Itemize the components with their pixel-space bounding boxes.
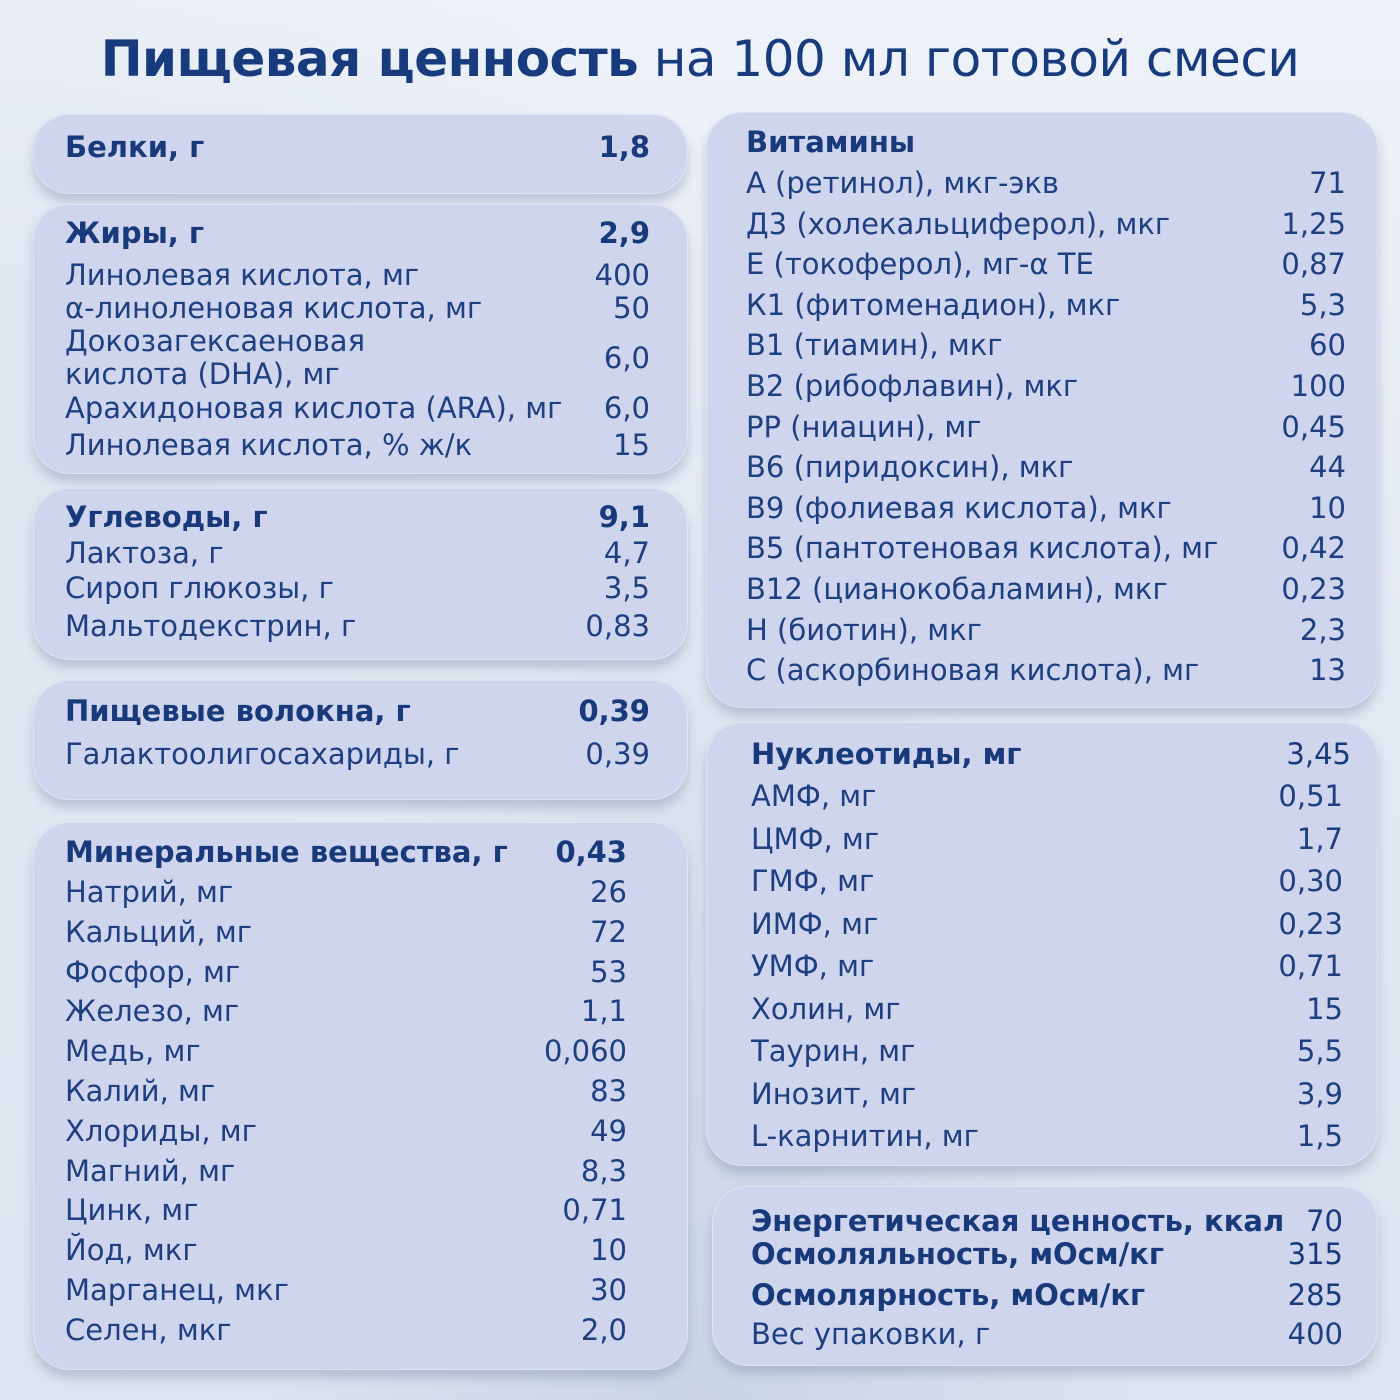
list-item xyxy=(751,779,1343,813)
list-item: Мальтодекстрин, г 0,83 xyxy=(65,609,650,643)
list-item-value: 0,23 xyxy=(1278,906,1343,941)
list-item xyxy=(65,875,627,909)
fiber-header: Пищевые волокна, г 0,39 xyxy=(65,694,650,728)
list-item xyxy=(746,166,1346,200)
list-item-value: 26 xyxy=(590,875,627,909)
list-item: Сироп глюкозы, г 3,5 xyxy=(65,571,650,605)
list-item-value: 0,51 xyxy=(1278,779,1343,813)
list-item-label: ЦМФ, мг xyxy=(751,821,880,856)
osmolality-row: Осмоляльность, мОсм/кг 315 xyxy=(751,1237,1343,1271)
list-item-value: 0,45 xyxy=(1281,409,1346,444)
list-item-value: 3,9 xyxy=(1296,1076,1343,1111)
list-item-value: 0,060 xyxy=(543,1034,627,1069)
list-item-value: 1,1 xyxy=(580,994,627,1029)
list-item-value: 44 xyxy=(1309,450,1346,485)
list-item-label: Фосфор, мг xyxy=(65,954,241,989)
list-item: Линолевая кислота, % ж/к 15 xyxy=(65,428,650,462)
list-item xyxy=(746,450,1346,484)
list-item-label: ГМФ, мг xyxy=(751,864,875,898)
energy-row: Энергетическая ценность, ккал 70 xyxy=(751,1204,1343,1238)
list-item-label: В5 (пантотеновая кислота), мг xyxy=(746,531,1219,566)
list-item-value: 0,71 xyxy=(1278,949,1343,983)
list-item xyxy=(65,1273,627,1307)
list-item-label: Йод, мкг xyxy=(65,1233,198,1268)
list-item xyxy=(65,1233,627,1267)
proteins-value: 1,8 xyxy=(598,130,650,164)
list-item xyxy=(746,328,1346,362)
list-item-label: Селен, мкг xyxy=(65,1312,232,1347)
list-item-value: 60 xyxy=(1309,328,1346,363)
list-item xyxy=(65,1074,627,1108)
list-item-label: Железо, мг xyxy=(65,994,240,1029)
list-item-value: 100 xyxy=(1290,369,1346,403)
list-item: Галактоолигосахариды, г 0,39 xyxy=(65,737,650,771)
list-item-label: Инозит, мг xyxy=(751,1076,917,1111)
list-item xyxy=(746,613,1346,647)
list-item-value: 10 xyxy=(590,1233,627,1268)
list-item-multiline: Докозагексаеновая кислота (DHA), мг 6,0 xyxy=(65,324,650,391)
list-item xyxy=(746,369,1346,403)
fats-label: Жиры, г xyxy=(65,216,205,250)
list-item-label: Магний, мг xyxy=(65,1153,236,1188)
list-item xyxy=(746,207,1346,241)
list-item xyxy=(746,572,1346,606)
list-item-value: 0,71 xyxy=(562,1193,627,1228)
list-item-label: Цинк, мг xyxy=(65,1193,199,1228)
list-item-value: 71 xyxy=(1309,166,1346,200)
list-item xyxy=(65,1193,627,1227)
list-item-value: 72 xyxy=(590,914,627,949)
list-item-label: В12 (цианокобаламин), мкг xyxy=(746,572,1168,606)
list-item-label: С (аскорбиновая кислота), мг xyxy=(746,653,1200,688)
list-item-label: Е (токоферол), мг-α ТЕ xyxy=(746,247,1094,282)
list-item: Арахидоновая кислота (ARA), мг 6,0 xyxy=(65,391,650,425)
nucleotides-header: Нуклеотиды, мг 3,45 xyxy=(751,737,1351,771)
list-item-value: 0,42 xyxy=(1281,531,1346,566)
list-item-label: ИМФ, мг xyxy=(751,906,879,941)
list-item xyxy=(65,1313,627,1347)
list-item-value: 2,3 xyxy=(1299,612,1346,647)
proteins-row xyxy=(65,130,650,164)
list-item-label: Хлориды, мг xyxy=(65,1113,257,1148)
list-item xyxy=(746,288,1346,322)
list-item xyxy=(746,491,1346,525)
title-bold: Пищевая ценность xyxy=(100,30,639,88)
list-item xyxy=(746,531,1346,565)
list-item-label: В1 (тиамин), мкг xyxy=(746,328,1003,363)
list-item-value: 1,7 xyxy=(1296,821,1343,856)
list-item xyxy=(751,1077,1343,1111)
list-item xyxy=(751,949,1343,983)
list-item xyxy=(751,1119,1343,1153)
fats-value: 2,9 xyxy=(598,216,650,250)
page-title xyxy=(0,30,1400,88)
list-item-value: 8,3 xyxy=(580,1153,627,1188)
list-item-value: 83 xyxy=(590,1074,627,1108)
list-item-label: Холин, мг xyxy=(751,991,901,1026)
list-item-value: 10 xyxy=(1309,490,1346,525)
list-item xyxy=(751,864,1343,898)
list-item xyxy=(751,992,1343,1026)
list-item-value: 0,30 xyxy=(1278,864,1343,898)
list-item-label: РР (ниацин), мг xyxy=(746,409,982,444)
list-item-label: Докозагексаеновая кислота (DHA), мг xyxy=(65,324,366,391)
list-item-label: АМФ, мг xyxy=(751,779,877,813)
vitamins-header: Витамины xyxy=(746,125,916,159)
minerals-header: Минеральные вещества, г 0,43 xyxy=(65,835,627,869)
list-item: α-линоленовая кислота, мг 50 xyxy=(65,291,650,325)
list-item-label: В9 (фолиевая кислота), мкг xyxy=(746,490,1172,525)
list-item xyxy=(65,994,627,1028)
list-item-label: В2 (рибофлавин), мкг xyxy=(746,369,1079,403)
list-item-label: Калий, мг xyxy=(65,1074,216,1108)
list-item-label: Таурин, мг xyxy=(751,1034,916,1068)
list-item-value: 53 xyxy=(590,954,627,989)
list-item-label: Н (биотин), мкг xyxy=(746,612,982,647)
list-item-label: А (ретинол), мкг-экв xyxy=(746,166,1059,200)
list-item-label: Натрий, мг xyxy=(65,875,234,909)
list-item xyxy=(65,955,627,989)
osmolarity-row: Осмолярность, мОсм/кг 285 xyxy=(751,1278,1343,1312)
list-item xyxy=(746,653,1346,687)
list-item-label: L-карнитин, мг xyxy=(751,1119,979,1153)
fats-header xyxy=(65,216,650,250)
list-item-label: Кальций, мг xyxy=(65,914,252,949)
list-item-value: 13 xyxy=(1309,653,1346,688)
list-item xyxy=(751,907,1343,941)
list-item-value: 5,3 xyxy=(1299,287,1346,322)
list-item xyxy=(751,1034,1343,1068)
list-item-label: УМФ, мг xyxy=(751,949,875,983)
list-item-value: 30 xyxy=(590,1273,627,1307)
list-item-label: Д3 (холекальциферол), мкг xyxy=(746,206,1171,241)
list-item-value: 1,5 xyxy=(1296,1119,1343,1153)
list-item-value: 5,5 xyxy=(1296,1034,1343,1068)
list-item-value: 1,25 xyxy=(1281,206,1346,241)
list-item-label: К1 (фитоменадион), мкг xyxy=(746,287,1121,322)
list-item-label: Марганец, мкг xyxy=(65,1273,289,1307)
list-item xyxy=(746,410,1346,444)
list-item xyxy=(65,1114,627,1148)
proteins-label: Белки, г xyxy=(65,130,205,164)
list-item: Лактоза, г 4,7 xyxy=(65,536,650,570)
list-item xyxy=(65,1154,627,1188)
list-item-label: Медь, мг xyxy=(65,1034,201,1069)
package-weight-row: Вес упаковки, г 400 xyxy=(751,1317,1343,1351)
list-item-value: 0,87 xyxy=(1281,247,1346,282)
list-item-value: 0,23 xyxy=(1281,572,1346,606)
list-item-value: 2,0 xyxy=(580,1312,627,1347)
list-item xyxy=(65,915,627,949)
list-item-value: 15 xyxy=(1306,991,1343,1026)
list-item xyxy=(746,247,1346,281)
title-rest: на 100 мл готовой смеси xyxy=(653,30,1300,88)
list-item-value: 49 xyxy=(590,1113,627,1148)
list-item: Линолевая кислота, мг 400 xyxy=(65,258,650,292)
list-item xyxy=(751,822,1343,856)
carbs-header: Углеводы, г 9,1 xyxy=(65,500,650,534)
list-item xyxy=(65,1034,627,1068)
list-item-label: В6 (пиридоксин), мкг xyxy=(746,450,1074,485)
